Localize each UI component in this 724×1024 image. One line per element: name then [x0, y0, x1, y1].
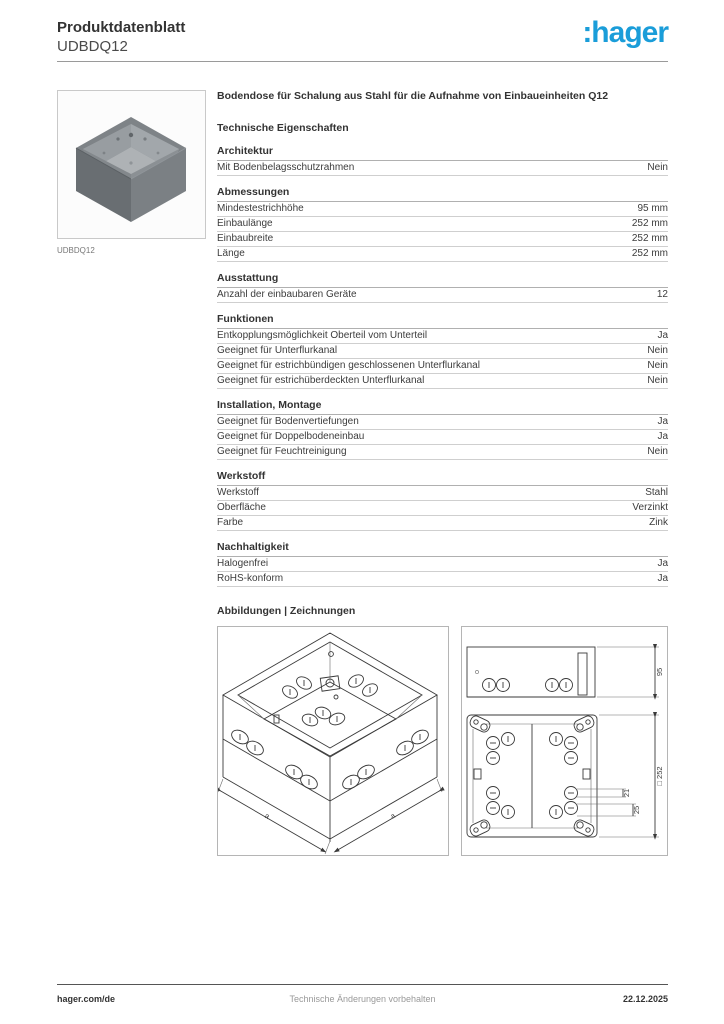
spec-row — [217, 445, 668, 460]
specs-heading: Technische Eigenschaften — [217, 122, 349, 134]
product-reference: UDBDQ12 — [57, 38, 128, 55]
spec-label: Geeignet für estrichüberdeckten Unterflurkanal — [217, 375, 425, 386]
footer-notice: Technische Änderungen vorbehalten — [289, 994, 436, 1004]
product-photo-column — [57, 90, 206, 255]
spec-section-rows — [217, 288, 668, 303]
spec-value: Nein — [647, 360, 668, 371]
spec-row — [217, 557, 668, 572]
spec-value: Ja — [657, 558, 668, 569]
spec-value: Verzinkt — [632, 502, 668, 513]
spec-section — [217, 470, 668, 531]
spec-value: Nein — [647, 345, 668, 356]
plan-dim-width: □ 252 — [655, 766, 664, 786]
spec-value: 95 mm — [637, 203, 668, 214]
spec-label: Geeignet für Bodenvertiefungen — [217, 416, 359, 427]
spec-section — [217, 186, 668, 262]
spec-section-rows — [217, 161, 668, 176]
iso-dim-a-right: a — [388, 810, 397, 821]
product-photo — [58, 91, 205, 238]
spec-label: Länge — [217, 248, 245, 259]
spec-label: Mit Bodenbelagsschutzrahmen — [217, 162, 355, 173]
spec-label: Geeignet für Feuchtreinigung — [217, 446, 347, 457]
footer — [57, 984, 668, 1004]
drawing-plan — [462, 627, 667, 855]
spec-value: 12 — [656, 289, 668, 300]
spec-value: Nein — [647, 446, 668, 457]
plan-dim-offset2: 25 — [632, 805, 641, 815]
spec-label: Geeignet für estrichbündigen geschlossenen Unterflurkanal — [217, 360, 480, 371]
spec-value: Nein — [647, 162, 668, 173]
footer-date: 22.12.2025 — [622, 994, 668, 1004]
spec-label: Halogenfrei — [217, 558, 269, 569]
spec-row — [217, 247, 668, 262]
spec-section-title: Ausstattung — [217, 272, 668, 288]
spec-section-title: Abmessungen — [217, 186, 668, 202]
spec-value: Ja — [657, 416, 668, 427]
header-divider — [57, 61, 668, 62]
spec-label: Werkstoff — [217, 487, 259, 498]
spec-label: Oberfläche — [217, 502, 266, 513]
spec-label: Geeignet für Unterflurkanal — [217, 345, 338, 356]
spec-label: Einbaulänge — [217, 218, 273, 229]
spec-label: RoHS-konform — [217, 573, 284, 584]
spec-section — [217, 399, 668, 460]
spec-label: Geeignet für Doppelbodeneinbau — [217, 431, 365, 442]
spec-row — [217, 501, 668, 516]
spec-row — [217, 486, 668, 501]
drawing-plan-frame — [461, 626, 668, 856]
spec-value: Zink — [649, 517, 668, 528]
spec-row — [217, 232, 668, 247]
footer-website: hager.com/de — [57, 994, 116, 1004]
spec-label: Farbe — [217, 517, 244, 528]
spec-row — [217, 430, 668, 445]
hager-logo: :hager — [582, 16, 668, 49]
spec-section — [217, 541, 668, 587]
spec-section-rows — [217, 557, 668, 587]
drawing-isometric — [218, 627, 448, 855]
drawing-isometric-frame — [217, 626, 449, 856]
spec-section-rows — [217, 329, 668, 389]
spec-section-title: Funktionen — [217, 313, 668, 329]
product-description: Bodendose für Schalung aus Stahl für die Aufnahme von Einbaueinheiten Q12 — [217, 90, 609, 102]
spec-section-title: Installation, Montage — [217, 399, 668, 415]
spec-label: Einbaubreite — [217, 233, 274, 244]
plan-dim-offset1: 21 — [622, 788, 631, 798]
spec-row — [217, 329, 668, 344]
spec-value: Stahl — [645, 487, 668, 498]
spec-label: Anzahl der einbaubaren Geräte — [217, 289, 357, 300]
product-photo-caption: UDBDQ12 — [57, 246, 95, 255]
content-column — [217, 90, 668, 856]
spec-row — [217, 202, 668, 217]
spec-row — [217, 161, 668, 176]
spec-label: Mindestestrichhöhe — [217, 203, 304, 214]
spec-section-rows — [217, 486, 668, 531]
spec-row — [217, 516, 668, 531]
spec-value: 252 mm — [631, 233, 668, 244]
specs-sections — [217, 145, 668, 587]
product-photo-frame — [57, 90, 206, 239]
spec-row — [217, 359, 668, 374]
spec-row — [217, 415, 668, 430]
spec-section — [217, 313, 668, 389]
document-title: Produktdatenblatt — [57, 19, 186, 36]
spec-value: 252 mm — [631, 248, 668, 259]
spec-row — [217, 374, 668, 389]
spec-label: Entkopplungsmöglichkeit Oberteil vom Unterteil — [217, 330, 428, 341]
spec-section-rows — [217, 202, 668, 262]
spec-row — [217, 572, 668, 587]
spec-section — [217, 145, 668, 176]
spec-section — [217, 272, 668, 303]
spec-row — [217, 217, 668, 232]
plan-dim-height: 95 — [655, 667, 664, 677]
spec-section-title: Nachhaltigkeit — [217, 541, 668, 557]
iso-dim-a-left: a — [263, 810, 272, 821]
spec-value: Ja — [657, 431, 668, 442]
spec-section-title: Werkstoff — [217, 470, 668, 486]
spec-value: Ja — [657, 573, 668, 584]
spec-row — [217, 288, 668, 303]
spec-section-title: Architektur — [217, 145, 668, 161]
spec-value: 252 mm — [631, 218, 668, 229]
spec-section-rows — [217, 415, 668, 460]
spec-value: Ja — [657, 330, 668, 341]
spec-row — [217, 344, 668, 359]
drawings-heading: Abbildungen | Zeichnungen — [217, 605, 356, 617]
drawings-row — [217, 626, 668, 856]
header — [57, 18, 668, 56]
spec-value: Nein — [647, 375, 668, 386]
